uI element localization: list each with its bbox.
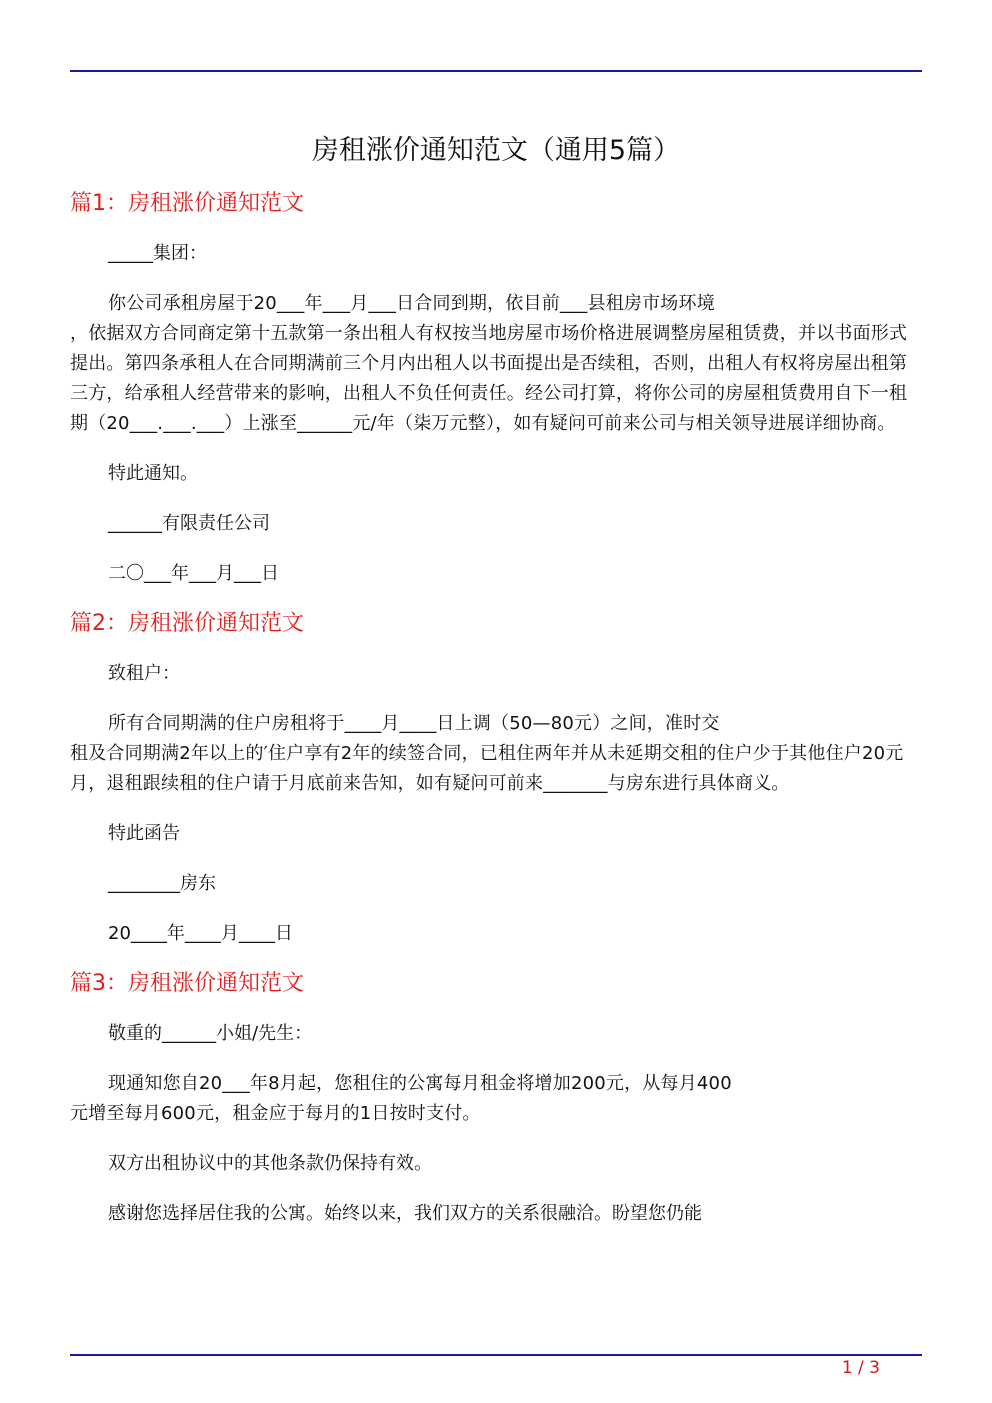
section-3-body-line-1: 现通知您自20___年8月起，您租住的公寓每月租金将增加200元，从每月400: [108, 1073, 732, 1094]
section-1-salutation: _____集团：: [108, 243, 207, 264]
section-2-date: 20____年____月____日: [108, 923, 293, 944]
section-1-date: 二〇___年___月___日: [108, 563, 279, 584]
section-3-paragraph-3: 感谢您选择居住我的公寓。始终以来，我们双方的关系很融洽。盼望您仍能: [108, 1203, 702, 1224]
document-body: [70, 188, 920, 1229]
section-1-signer: ______有限责任公司: [108, 513, 270, 534]
section-2-signer: ________房东: [108, 873, 216, 894]
section-2-salutation: 致租户：: [108, 663, 180, 684]
document-title: 房租涨价通知范文（通用5篇）: [311, 135, 681, 166]
section-2-body-line-1: 所有合同期满的住户房租将于____月____日上调（50—80元）之间，准时交: [108, 713, 720, 734]
section-3-body-rest: 元增至每月600元，租金应于每月的1日按时支付。: [70, 1103, 481, 1124]
section-1-heading: 篇1：房租涨价通知范文: [70, 191, 304, 216]
section-1-body-rest: ，依据双方合同商定第十五款第一条出租人有权按当地房屋市场价格进展调整房屋租赁费，并以书面形式提出。第四条承租人在合同期满前三个月内出租人以书面提出是否续租，否则，出租人有权将房屋出租第三方，给承租人经营带来的影响，出租人不负任何责任。经公司打算，将你公司的房屋租赁费用自下一租期（20___.___.___）上涨至______元/年（柒万元整），如有疑问可前来公司与相关领导进展详细协商。: [70, 323, 908, 434]
section-3-salutation: 敬重的______小姐/先生：: [108, 1023, 313, 1044]
section-2-closing: 特此函告: [108, 823, 180, 844]
section-3-paragraph-2: 双方出租协议中的其他条款仍保持有效。: [108, 1153, 432, 1174]
page-number: 1 / 3: [841, 1358, 880, 1378]
footer-rule: [70, 1354, 922, 1356]
section-2-heading: 篇2：房租涨价通知范文: [70, 611, 304, 636]
section-3-heading: 篇3：房租涨价通知范文: [70, 971, 304, 996]
section-2-body-rest: 租及合同期满2年以上的′住户享有2年的续签合同，已租住两年并从未延期交租的住户少于其他住户20元月，退租跟续租的住户请于月底前来告知，如有疑问可前来_______与房东进行具体商义。: [70, 743, 904, 794]
section-1-body-line-1: 你公司承租房屋于20___年___月___日合同到期，依目前___县租房市场环境: [108, 293, 715, 314]
section-1-closing: 特此通知。: [108, 463, 198, 484]
header-rule: [70, 70, 922, 72]
